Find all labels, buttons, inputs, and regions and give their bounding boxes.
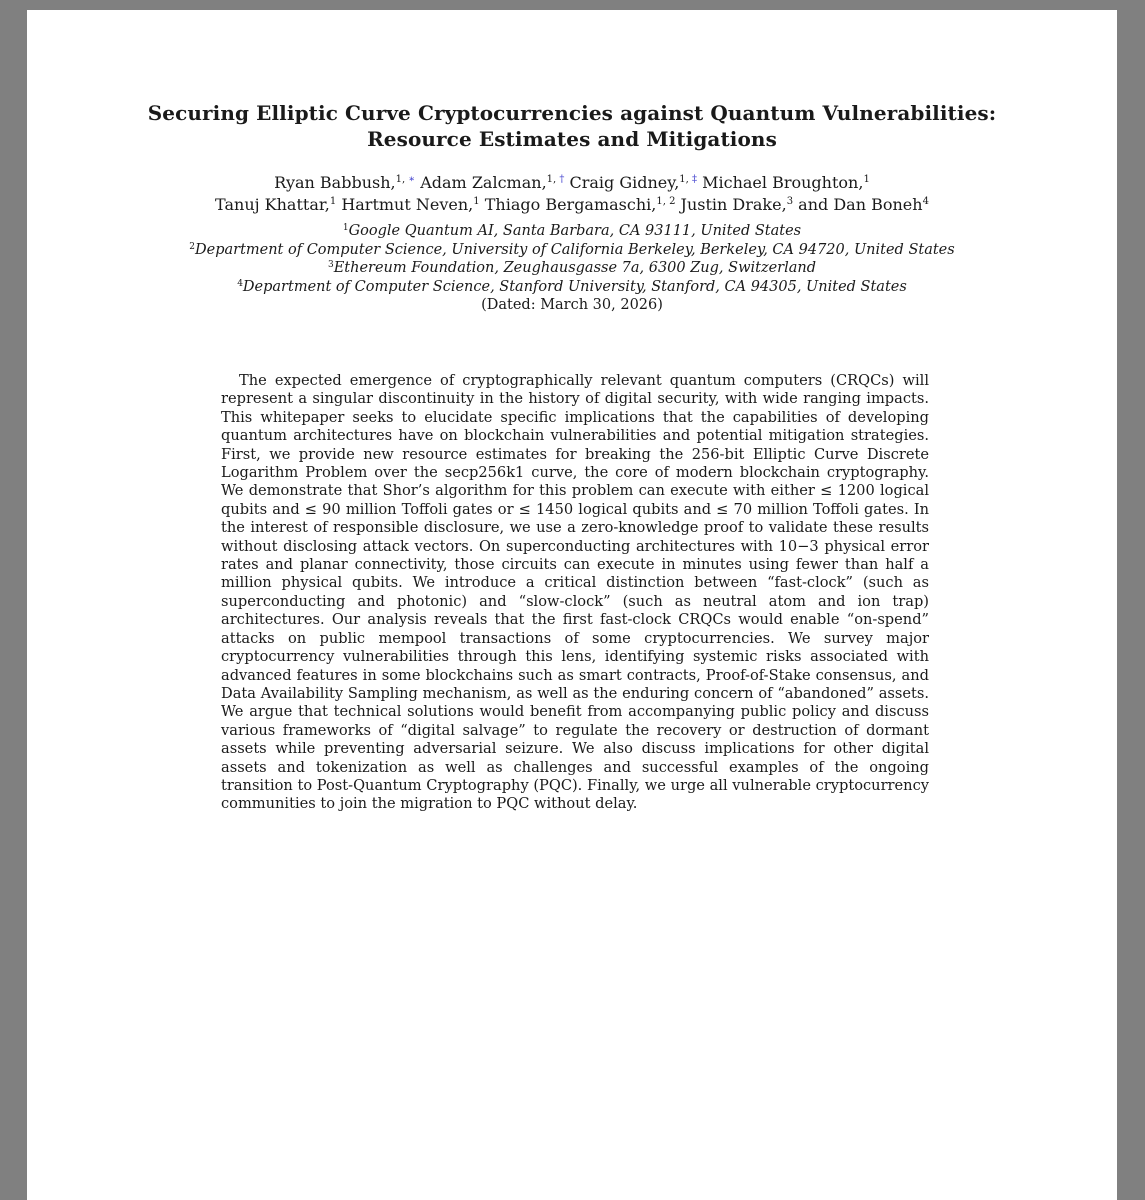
author-name: Ryan Babbush, (274, 173, 396, 192)
affiliation-3: $^3$Ethereum Foundation, Zeughausgasse 7a, 6300 Zug, Switzerland (327, 260, 817, 276)
abstract: The expected emergence of cryptographically relevant quantum computers (CRQCs) will represent a singular discontinuity in the history of digital security, with wide ranging impacts. This whitepaper seeks to elucidate specific implications that the capabilities of developing quantum architectures have on blockchain vulnerabilities and potential mitigation strategies. First, we provide new resource estimates for breaking the 256-bit Elliptic Curve Discrete Logarithm Problem over the secp256k1 curve, the core of modern blockchain cryptography. We demonstrate that Shor’s algorithm for this problem can execute with either ≤ 1200 logical qubits and ≤ 90 million Toffoli gates or ≤ 1450 logical qubits and ≤ 70 million Toffoli gates. In the interest of responsible disclosure, we use a zero-knowledge proof to validate these results without disclosing attack vectors. On superconducting architectures with 10−3 physical error rates and planar connectivity, those circuits can execute in minutes using fewer than half a million physical qubits. We introduce a critical distinction between “fast-clock” (such as superconducting and photonic) and “slow-clock” (such as neutral atom and ion trap) architectures. Our analysis reveals that the first fast-clock CRQCs would enable “on-spend” attacks on public mempool transactions of some cryptocurrencies. We survey major cryptocurrency vulnerabilities through this lens, identifying systemic risks associated with advanced features in some blockchains such as smart contracts, Proof-of-Stake consensus, and Data Availability Sampling mechanism, as well as the enduring concern of “abandoned” assets. We argue that technical solutions would benefit from accompanying public policy and discuss various frameworks of “digital salvage” to regulate the recovery or destruction of dormant assets while preventing adversarial seizure. We also discuss implications for other digital assets and tokenization as well as challenges and successful examples of the ongoing transition to Post-Quantum Cryptography (PQC). Finally, we urge all vulnerable cryptocurrency communities to join the migration to PQC without delay. (221, 372, 929, 813)
author-name: and Dan Boneh (798, 195, 923, 214)
footnote-mark[interactable]: ∗ (408, 174, 416, 185)
author-name: Craig Gidney, (569, 173, 680, 192)
paper-page (27, 10, 1117, 1200)
author-line-2: Tanuj Khattar,$^1$ Hartmut Neven,$^1$ Thiago Bergamaschi,$^{1, 2}$ Justin Drake,$^3$ and Dan Boneh$^4$ (215, 195, 929, 214)
date-line: (Dated: March 30, 2026) (481, 297, 663, 313)
title-line-2: Resource Estimates and Mitigations (367, 127, 777, 151)
author-name: Tanuj Khattar, (215, 195, 330, 214)
paper-title (27, 100, 1117, 152)
footnote-mark[interactable]: † (559, 174, 565, 185)
author-name: Thiago Bergamaschi, (484, 195, 657, 214)
author-name: Justin Drake, (680, 195, 787, 214)
author-name: Adam Zalcman, (420, 173, 547, 192)
title-line-1: Securing Elliptic Curve Cryptocurrencies against Quantum Vulnerabilities: (147, 101, 997, 125)
footnote-mark[interactable]: ‡ (692, 174, 698, 185)
affiliation-1: $^1$Google Quantum AI, Santa Barbara, CA 93111, United States (342, 223, 802, 239)
author-name: Michael Broughton, (702, 173, 864, 192)
affiliation-4: $^4$Department of Computer Science, Stanford University, Stanford, CA 94305, United States (237, 278, 907, 295)
affiliation-list (27, 222, 1117, 315)
affiliation-2: $^2$Department of Computer Science, University of California Berkeley, Berkeley, CA 94720, United States (189, 241, 955, 258)
author-name: Hartmut Neven, (341, 195, 474, 214)
author-line-1: Ryan Babbush,$^{1, ∗}$ Adam Zalcman,$^{1, \dagger}$ Craig Gidney,$^{1, \ddagger}$ Michael Broughton,$^1$ (274, 173, 870, 192)
author-list (27, 172, 1117, 216)
